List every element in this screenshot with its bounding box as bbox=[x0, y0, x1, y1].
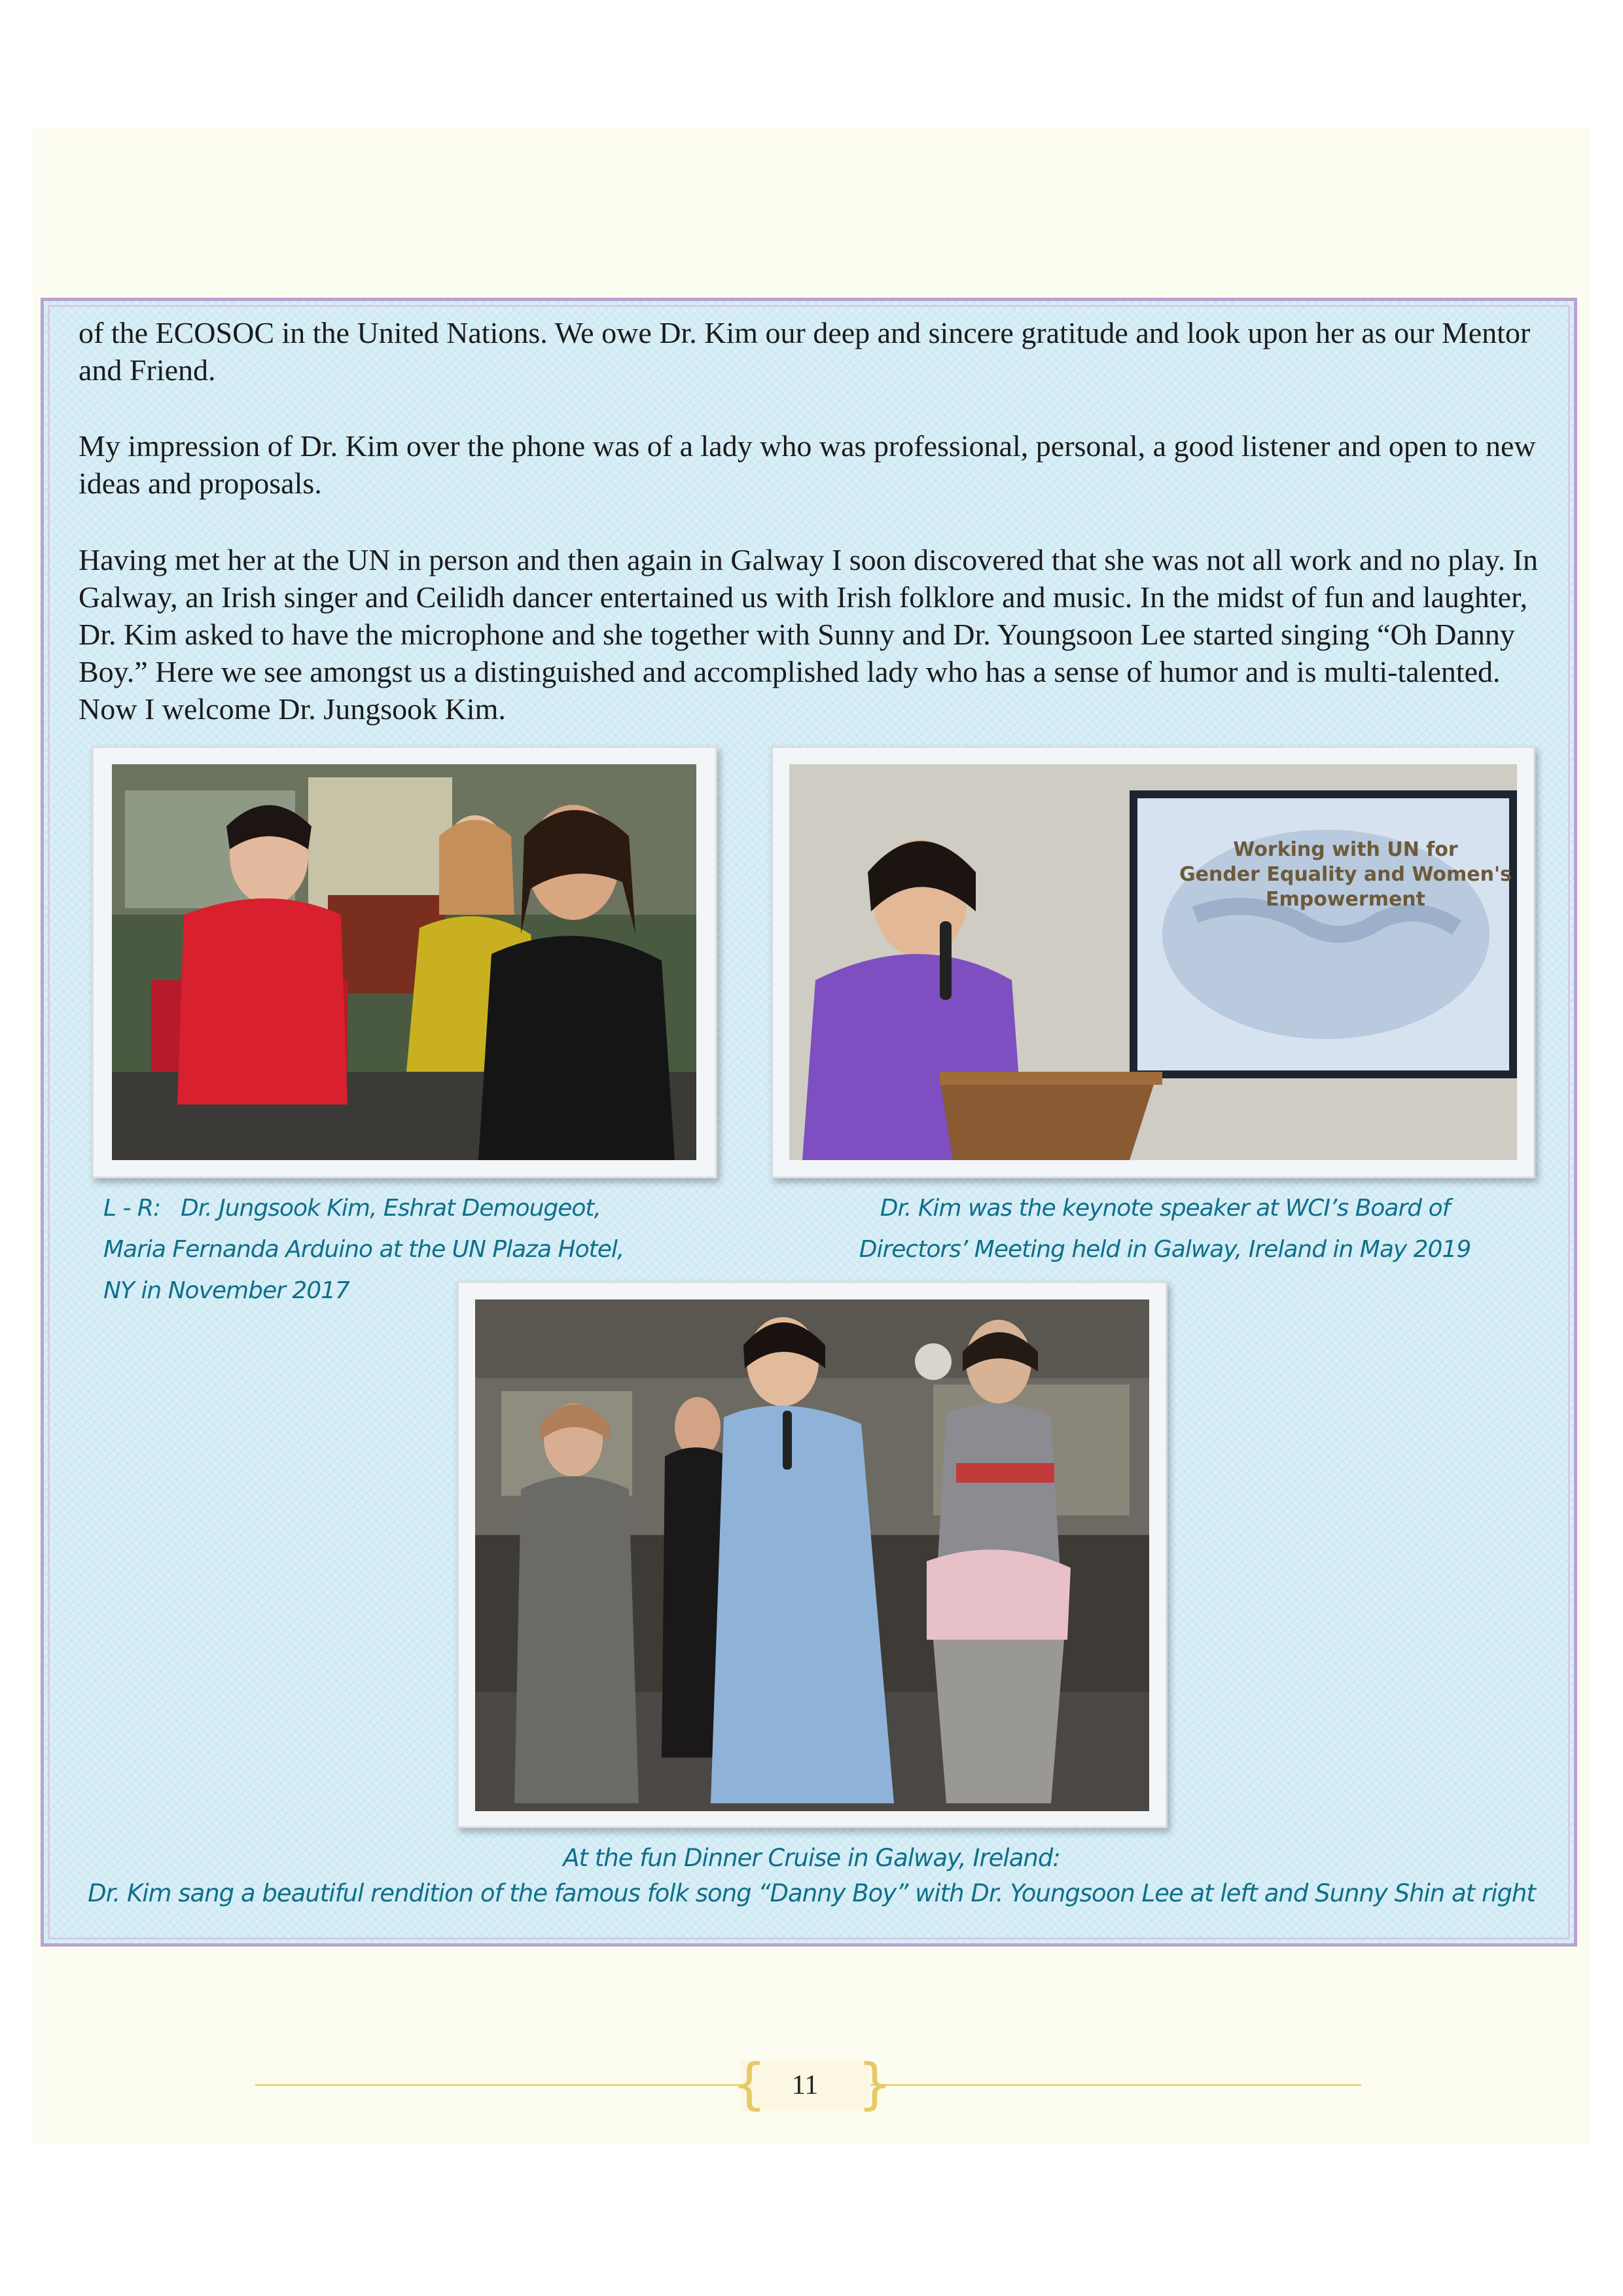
paragraph-2: My impression of Dr. Kim over the phone was of a lady who was professional, personal, a good listener and open to new ideas and proposals. bbox=[79, 429, 1536, 500]
caption-line: Maria Fernanda Arduino at the UN Plaza Hotel, bbox=[103, 1236, 624, 1263]
caption-line: Dr. Kim sang a beautiful rendition of the famous folk song “Danny Boy” with Dr. Youngsoon Lee at left and Sunny Shin at right bbox=[88, 1879, 1535, 1907]
photo-frame-un-plaza bbox=[92, 746, 717, 1178]
footer-rule-left bbox=[255, 2084, 740, 2086]
caption-line: Directors’ Meeting held in Galway, Ireland in May 2019 bbox=[859, 1236, 1471, 1263]
caption-line: NY in November 2017 bbox=[103, 1277, 349, 1304]
caption-un-plaza bbox=[103, 1188, 692, 1311]
photo-frame-keynote bbox=[771, 746, 1535, 1178]
photo-un-plaza-hotel bbox=[112, 764, 696, 1160]
slide-line-3: Empowerment bbox=[1266, 888, 1425, 911]
left-brace-icon: { bbox=[732, 2052, 767, 2116]
caption-line: Dr. Kim was the keynote speaker at WCI’s Board of bbox=[880, 1195, 1450, 1222]
slide-line-1: Working with UN for bbox=[1233, 838, 1458, 861]
paragraph-3: Having met her at the UN in person and then again in Galway I soon discovered that she was not all work and no play. In Galway, an Irish singer and Ceilidh dancer entertained us with Irish folklore and music. In the midst of fun and laughter, Dr. Kim asked to have the microphone and she together with Sunny and Dr. Youngsoon Lee started singing “Oh Danny Boy.” Here we see amongst us a distinguished and accomplished lady who has a sense of humor and is multi-talented. Now I welcome Dr. Jungsook Kim. bbox=[79, 543, 1538, 726]
paragraph-1: of the ECOSOC in the United Nations. We owe Dr. Kim our deep and sincere gratitude and look upon her as our Mentor and Friend. bbox=[79, 316, 1531, 387]
photo-frame-dinner-cruise bbox=[457, 1281, 1168, 1828]
footer-rule-right bbox=[870, 2084, 1361, 2086]
caption-dinner-cruise bbox=[52, 1841, 1571, 1911]
photo-keynote-speaker bbox=[789, 764, 1517, 1160]
right-brace-icon: } bbox=[857, 2052, 893, 2116]
slide-line-2: Gender Equality and Women's bbox=[1179, 863, 1512, 886]
caption-line: Dr. Jungsook Kim, Eshrat Demougeot, bbox=[181, 1195, 601, 1222]
caption-line: At the fun Dinner Cruise in Galway, Ireland: bbox=[563, 1844, 1060, 1872]
caption-prefix: L - R: bbox=[103, 1195, 161, 1222]
caption-keynote bbox=[812, 1188, 1518, 1270]
photo-dinner-cruise bbox=[475, 1299, 1149, 1811]
page-number: 11 bbox=[791, 2070, 819, 2100]
